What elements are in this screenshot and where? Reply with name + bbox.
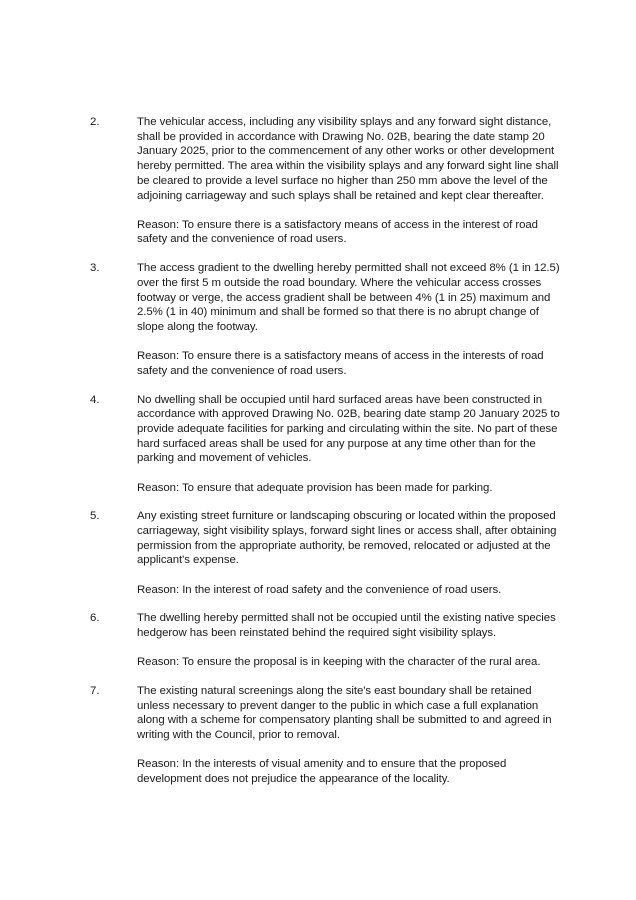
condition-text: Any existing street furniture or landscaping obscuring or located within the proposed carriageway, sight visibility splays, forward sight lines or access shall, after obtaining permission from the appropriate authority, be removed, relocated or adjusted at the applicant's expense. (137, 510, 557, 567)
condition-number: 7. (90, 684, 100, 697)
condition-number: 2. (90, 116, 100, 128)
conditions-list (90, 115, 560, 801)
condition-number: 3. (90, 262, 100, 275)
condition-text: The dwelling hereby permitted shall not be occupied until the existing native species hedgerow has been reinstated behind the required sight visibility splays. (137, 612, 556, 639)
condition-item (90, 393, 560, 496)
condition-reason: Reason: In the interest of road safety and the convenience of road users. (137, 583, 502, 596)
condition-item (90, 684, 560, 787)
condition-body (137, 509, 560, 597)
condition-text: The access gradient to the dwelling hereby permitted shall not exceed 8% (1 in 12.5) over the first 5 m outside the road boundary. Where the vehicular access crosses footway or verge, the access gradient shall be between 4% (1 in 25) maximum and 2.5% (1 in 40) minimum and shall be formed so that there is no abrupt change of slope along the footway. (137, 262, 560, 333)
condition-body (137, 261, 560, 378)
condition-text: The vehicular access, including any visibility splays and any forward sight distance, shall be provided in accordance with Drawing No. 02B, bearing the date stamp 20 January 2025, prior to the commencement of any other works or other development hereby permitted. The area within the visibility splays and any forward sight line shall be cleared to provide a level surface no higher than 250 mm above the level of the adjoining carriageway and such splays shall be retained and kept clear thereafter. (137, 116, 559, 202)
condition-body (137, 684, 560, 787)
condition-reason: Reason: To ensure there is a satisfactory means of access in the interests of road safety and the convenience of road users. (137, 350, 544, 377)
condition-item (90, 611, 560, 670)
condition-item (90, 509, 560, 597)
condition-body (137, 393, 560, 496)
condition-reason: Reason: To ensure the proposal is in keeping with the character of the rural area. (137, 656, 541, 669)
condition-text: No dwelling shall be occupied until hard surfaced areas have been constructed in accordance with approved Drawing No. 02B, bearing date stamp 20 January 2025 to provide adequate facilities for parking and circulating within the site. No part of these hard surfaced areas shall be used for any purpose at any time other than for the parking and movement of vehicles. (137, 393, 560, 465)
condition-number: 4. (90, 393, 100, 406)
condition-reason: Reason: To ensure that adequate provision has been made for parking. (137, 481, 493, 494)
condition-body (137, 115, 560, 247)
condition-number: 5. (90, 510, 100, 523)
condition-item (90, 261, 560, 378)
condition-reason: Reason: In the interests of visual amenity and to ensure that the proposed development does not prejudice the appearance of the locality. (137, 758, 507, 785)
condition-body (137, 611, 560, 670)
condition-reason: Reason: To ensure there is a satisfactory means of access in the interest of road safety and the convenience of road users. (137, 218, 538, 246)
condition-item (90, 115, 560, 247)
condition-text: The existing natural screenings along the site's east boundary shall be retained unless necessary to prevent danger to the public in which case a full explanation along with a scheme for compensatory planting shall be submitted to and agreed in writing with the Council, prior to removal. (137, 684, 552, 741)
condition-number: 6. (90, 612, 100, 625)
